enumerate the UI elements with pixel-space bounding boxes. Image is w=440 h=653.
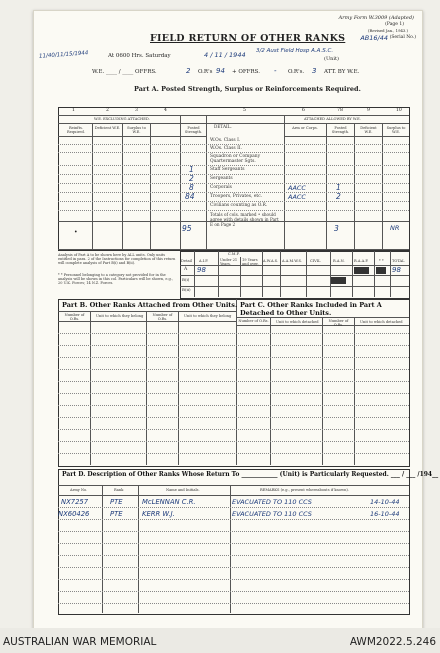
analysis-col-detail: Detail (181, 259, 192, 263)
form-title: FIELD RETURN OF OTHER RANKS (150, 33, 346, 44)
analysis-row-a: A (184, 267, 188, 272)
totals-detail: Totals of cols. marked • should agree with details shown in Part E on Page 2 (210, 212, 279, 227)
analysis-col-aamws: A.A.M.W.S. (282, 259, 302, 263)
posted-sgt: 2 (189, 174, 194, 183)
col-att-posted: Posted Strength. (331, 126, 350, 134)
part-d-col-name: Name and Initials. (166, 488, 200, 492)
part-c-heading: Part C. Other Ranks Included in Part A Detached to Other Units. (240, 301, 382, 317)
redaction-block-3 (376, 267, 386, 274)
analysis-col-civil: CIVIL (310, 259, 321, 263)
margin-note: 11/40/11/15/1944 (38, 50, 89, 60)
part-a-heading: Part A. Posted Strength, Surplus or Reinforcements Required. (134, 85, 361, 93)
part-d-row1-remarks: EVACUATED TO 110 CCS (232, 498, 312, 506)
analysis-col-other: * * (379, 259, 384, 263)
part-d-row2-date: 16-10-44 (370, 510, 400, 518)
col-number-8: 8 (340, 108, 343, 113)
ors-value: 94 (216, 67, 225, 75)
totals-reinfts: NR (390, 224, 400, 232)
col-att-surplus: Surplus to W.E. (386, 126, 406, 134)
return-date: 4 / 11 / 1944 (204, 51, 246, 59)
part-b-col-number-1: Number of O.Rs. (64, 313, 85, 321)
analysis-col-total: TOTAL (392, 259, 405, 263)
analysis-row-bi: B(i) (182, 277, 190, 282)
col-arm-corps: Arm or Corps. (292, 126, 318, 130)
col-number-2: 2 (106, 108, 109, 113)
ors2-label: O.R's. (288, 69, 305, 75)
row-detail-wo2: W.Os. Class II. (210, 146, 242, 151)
part-d-col-rank: Rank (114, 488, 124, 492)
footer-credit: AUSTRALIAN WAR MEMORIAL (3, 636, 157, 648)
part-d-row2-rank: PTE (110, 510, 123, 518)
analysis-total-a: 98 (392, 266, 401, 274)
totals-posted: 95 (182, 224, 192, 233)
part-d-col-remarks: REMARKS (e.g., present whereabouts if known). (260, 488, 349, 492)
totals-bullet-1: • (74, 229, 78, 236)
part-d-row2-army-no: NX60426 (58, 510, 90, 518)
form-id-line1: Army Form W.3009 (Adapted) (338, 15, 414, 21)
analysis-col-19over: 19 Years and over. (242, 258, 259, 266)
analysis-col-raaf: R.A.A.F. (354, 259, 369, 263)
offrs2-label: + OFFRS. (232, 69, 260, 75)
col-deficient-we: Deficient W.E. (94, 126, 121, 130)
redaction-block-1 (331, 277, 346, 284)
part-c-col-number-1: Number of O.Rs. (238, 319, 269, 323)
unit-name: 3/2 Aust Field Hosp A.A.S.C. (256, 48, 334, 54)
row-detail-pte: Troopers, Privates, etc. (210, 194, 263, 199)
part-d-row2-name: KERR W.J. (142, 510, 175, 518)
offrs2-value: - (274, 67, 277, 75)
we-header: W.E. EXCLUDING ATTACHED. (94, 117, 150, 121)
we-line: W.E. ____ / ____ OFFRS. (92, 69, 157, 75)
unit-label: (Unit) (324, 56, 339, 62)
row-detail-cpl: Corporals (210, 185, 232, 190)
part-c-col-number-2: Number of O.Rs. (328, 319, 349, 327)
col-number-1: 1 (72, 108, 75, 113)
analysis-aif-a: 98 (197, 266, 206, 274)
col-number-7: 7 (337, 108, 340, 113)
serial-number: AB16/44 (360, 34, 388, 42)
col-number-4: 4 (164, 108, 167, 113)
form-id-line2: (Page 1) (385, 22, 404, 27)
part-d-row1-date: 14-10-44 (370, 498, 400, 506)
col-att-deficient: Deficient W.E. (360, 126, 377, 134)
part-d-row1-name: McLENNAN C.R. (142, 498, 196, 506)
analysis-note: Analysis of Part A to be shown here by ALL units. Only units entitled in para. 2 of the Instructions for completion of this return will complete analysis of Part B(i) and B(ii). (58, 253, 176, 265)
part-d-row1-rank: PTE (110, 498, 123, 506)
col-number-3: 3 (135, 108, 138, 113)
part-d-row1-army-no: NX7257 (61, 498, 89, 506)
col-number-9: 9 (367, 108, 370, 113)
redaction-block-2 (354, 267, 369, 274)
att-posted-pte: 2 (336, 192, 341, 201)
row-detail-sgt: Sergeants (210, 176, 233, 181)
att-label: ATT. BY W.E. (324, 69, 360, 75)
att-header: ATTACHED ALLOWED BY W.E. (304, 117, 361, 121)
att-posted-cpl: 1 (336, 183, 341, 192)
form-sheet (33, 10, 439, 630)
analysis-col-awas: A.W.A.S. (263, 259, 279, 263)
arm-pte: AACC (288, 193, 306, 201)
part-d-table (58, 469, 410, 615)
analysis-group-cmf: C.M.F. (228, 252, 240, 256)
footer-accession: AWM2022.5.246 (349, 636, 436, 648)
ors2-value: 3 (312, 67, 317, 75)
part-d-heading: Part D. Description of Other Ranks Whose Return To ____________ (Unit) is Particularly Requested. ___ / ___ /194__ (62, 471, 439, 478)
ors-label: O.R's (198, 69, 213, 75)
row-detail-civ: Civilians counting as O.R. (210, 203, 268, 208)
analysis-note-2: * * Personnel belonging to a category not provided for in the analysis will be shown in this col. Particulars will be shown, e.g., 20 U.K. Forces; 14 N.Z. Forces. (58, 273, 174, 285)
col-number-10: 10 (396, 108, 402, 113)
posted-ssgt: 1 (189, 165, 194, 174)
col-surplus-we: Surplus to W.E. (127, 126, 146, 134)
part-b-heading: Part B. Other Ranks Attached from Other Units. (62, 301, 238, 309)
col-reinfts-required: Reinfts. Required. (67, 126, 85, 134)
offrs-value: 2 (186, 67, 191, 75)
analysis-col-under21: Under 21 Years. (220, 258, 238, 266)
part-b-col-unit-1: Unit to which they belong (96, 314, 144, 318)
row-detail-ssgt: Staff Sergeants (210, 167, 245, 172)
col-number-6: 6 (302, 108, 305, 113)
part-b-col-unit-2: Unit to which they belong (184, 314, 232, 318)
form-id-line3: (Revised Jan., 1943.) (368, 28, 408, 33)
row-detail-cqms: Squadron or Company Quartermaster Sgts. (210, 154, 261, 164)
row-detail-wo1: W.Os. Class I. (210, 138, 241, 143)
at-text: At 0600 Hrs. Saturday (108, 53, 171, 59)
part-c-col-unit-2: Unit to which detached (360, 320, 403, 324)
part-d-row2-remarks: EVACUATED TO 110 CCS (232, 510, 312, 518)
posted-cpl: 8 (189, 183, 194, 192)
arm-cpl: AACC (288, 184, 306, 192)
part-b-col-number-2: Number of O.Rs. (152, 313, 173, 321)
detail-header: DETAIL. (214, 124, 232, 129)
serial-label: (Serial No.) (389, 35, 416, 40)
analysis-col-aif: A.I.F. (199, 259, 209, 263)
part-d-col-army-no: Army No. (70, 488, 88, 492)
part-c-col-unit-1: Unit to which detached (276, 320, 319, 324)
col-posted-strength: Posted Strength. (184, 126, 203, 134)
analysis-col-ran: R.A.N. (333, 259, 345, 263)
posted-pte: 84 (185, 192, 195, 201)
col-number-5: 5 (243, 108, 246, 113)
totals-att-posted: 3 (334, 224, 339, 233)
analysis-row-bii: B(ii) (182, 287, 191, 292)
